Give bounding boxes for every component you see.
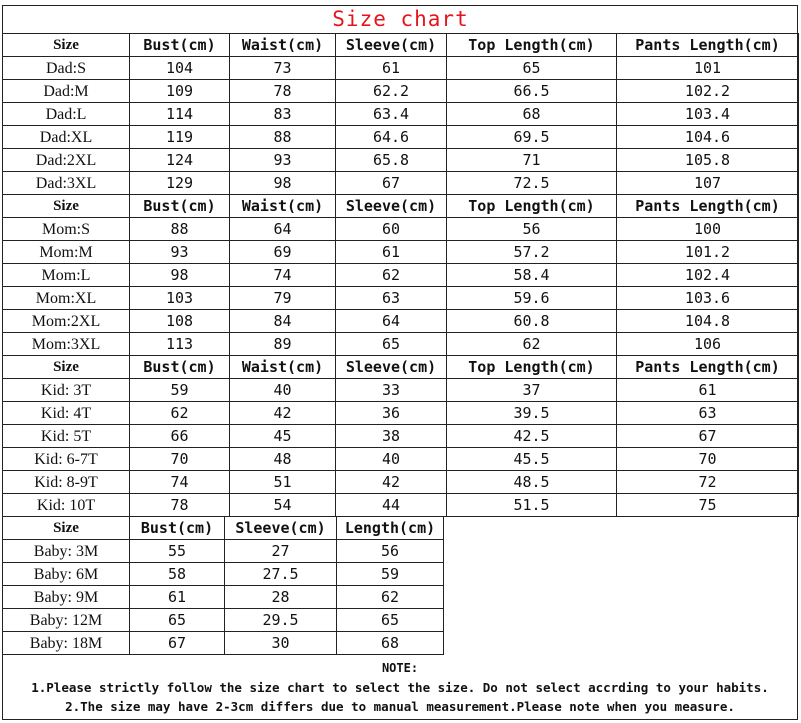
measurement-cell: 62 bbox=[447, 333, 617, 356]
table-row bbox=[3, 609, 444, 632]
size-label: Baby: 6M bbox=[3, 563, 130, 586]
measurement-cell: 30 bbox=[225, 632, 337, 655]
measurement-cell: 66 bbox=[130, 425, 230, 448]
table-row bbox=[3, 241, 799, 264]
measurement-cell: 88 bbox=[230, 126, 336, 149]
measurement-cell: 106 bbox=[617, 333, 799, 356]
measurement-cell: 55 bbox=[130, 540, 225, 563]
table-row bbox=[3, 563, 444, 586]
column-header: Bust(cm) bbox=[130, 34, 230, 57]
column-header: Sleeve(cm) bbox=[336, 34, 447, 57]
table-row bbox=[3, 402, 799, 425]
measurement-cell: 61 bbox=[336, 241, 447, 264]
measurement-cell: 61 bbox=[617, 379, 799, 402]
column-header: Top Length(cm) bbox=[447, 356, 617, 379]
measurement-cell: 42.5 bbox=[447, 425, 617, 448]
measurement-cell: 39.5 bbox=[447, 402, 617, 425]
table-row bbox=[3, 310, 799, 333]
main-size-table bbox=[2, 33, 799, 517]
size-label: Mom:S bbox=[3, 218, 130, 241]
chart-title: Size chart bbox=[332, 7, 469, 31]
measurement-cell: 69.5 bbox=[447, 126, 617, 149]
size-label: Kid: 6-7T bbox=[3, 448, 130, 471]
measurement-cell: 63.4 bbox=[336, 103, 447, 126]
measurement-cell: 64.6 bbox=[336, 126, 447, 149]
measurement-cell: 98 bbox=[230, 172, 336, 195]
table-row bbox=[3, 586, 444, 609]
measurement-cell: 68 bbox=[337, 632, 444, 655]
column-header: Top Length(cm) bbox=[447, 195, 617, 218]
size-label: Dad:3XL bbox=[3, 172, 130, 195]
column-header: Sleeve(cm) bbox=[225, 517, 337, 540]
size-label: Mom:L bbox=[3, 264, 130, 287]
measurement-cell: 129 bbox=[130, 172, 230, 195]
measurement-cell: 57.2 bbox=[447, 241, 617, 264]
measurement-cell: 108 bbox=[130, 310, 230, 333]
measurement-cell: 65 bbox=[130, 609, 225, 632]
measurement-cell: 62 bbox=[130, 402, 230, 425]
measurement-cell: 75 bbox=[617, 494, 799, 517]
measurement-cell: 28 bbox=[225, 586, 337, 609]
measurement-cell: 58 bbox=[130, 563, 225, 586]
table-row bbox=[3, 57, 799, 80]
table-row bbox=[3, 172, 799, 195]
baby-size-table bbox=[2, 516, 444, 655]
size-label: Kid: 5T bbox=[3, 425, 130, 448]
size-label: Kid: 10T bbox=[3, 494, 130, 517]
table-row bbox=[3, 471, 799, 494]
measurement-cell: 89 bbox=[230, 333, 336, 356]
measurement-cell: 62 bbox=[336, 264, 447, 287]
table-row bbox=[3, 218, 799, 241]
measurement-cell: 63 bbox=[617, 402, 799, 425]
table-row bbox=[3, 103, 799, 126]
measurement-cell: 51 bbox=[230, 471, 336, 494]
measurement-cell: 65 bbox=[336, 333, 447, 356]
column-header: Bust(cm) bbox=[130, 517, 225, 540]
column-header: Bust(cm) bbox=[130, 195, 230, 218]
measurement-cell: 29.5 bbox=[225, 609, 337, 632]
measurement-cell: 62.2 bbox=[336, 80, 447, 103]
table-row bbox=[3, 379, 799, 402]
column-header: Size bbox=[3, 356, 130, 379]
measurement-cell: 101.2 bbox=[617, 241, 799, 264]
measurement-cell: 66.5 bbox=[447, 80, 617, 103]
measurement-cell: 45.5 bbox=[447, 448, 617, 471]
measurement-cell: 107 bbox=[617, 172, 799, 195]
measurement-cell: 72.5 bbox=[447, 172, 617, 195]
measurement-cell: 113 bbox=[130, 333, 230, 356]
measurement-cell: 60 bbox=[336, 218, 447, 241]
table-row bbox=[3, 80, 799, 103]
measurement-cell: 72 bbox=[617, 471, 799, 494]
measurement-cell: 42 bbox=[230, 402, 336, 425]
table-row bbox=[3, 425, 799, 448]
size-label: Mom:3XL bbox=[3, 333, 130, 356]
measurement-cell: 93 bbox=[230, 149, 336, 172]
measurement-cell: 114 bbox=[130, 103, 230, 126]
table-row bbox=[3, 264, 799, 287]
measurement-cell: 119 bbox=[130, 126, 230, 149]
table-row bbox=[3, 494, 799, 517]
measurement-cell: 63 bbox=[336, 287, 447, 310]
measurement-cell: 40 bbox=[230, 379, 336, 402]
measurement-cell: 104 bbox=[130, 57, 230, 80]
column-header: Top Length(cm) bbox=[447, 34, 617, 57]
table-row bbox=[3, 149, 799, 172]
size-label: Dad:L bbox=[3, 103, 130, 126]
column-header: Pants Length(cm) bbox=[617, 34, 799, 57]
measurement-cell: 58.4 bbox=[447, 264, 617, 287]
size-label: Baby: 3M bbox=[3, 540, 130, 563]
table-row bbox=[3, 333, 799, 356]
size-label: Dad:XL bbox=[3, 126, 130, 149]
mom-header-row bbox=[3, 195, 799, 218]
note-heading: NOTE: bbox=[381, 661, 419, 675]
measurement-cell: 40 bbox=[336, 448, 447, 471]
note-line-1: 1.Please strictly follow the size chart to select the size. Do not select accrding to your habits. bbox=[31, 680, 769, 695]
measurement-cell: 103 bbox=[130, 287, 230, 310]
measurement-cell: 36 bbox=[336, 402, 447, 425]
measurement-cell: 70 bbox=[617, 448, 799, 471]
measurement-cell: 42 bbox=[336, 471, 447, 494]
measurement-cell: 61 bbox=[130, 586, 225, 609]
measurement-cell: 67 bbox=[130, 632, 225, 655]
size-label: Mom:M bbox=[3, 241, 130, 264]
measurement-cell: 101 bbox=[617, 57, 799, 80]
size-label: Dad:2XL bbox=[3, 149, 130, 172]
measurement-cell: 69 bbox=[230, 241, 336, 264]
size-label: Baby: 12M bbox=[3, 609, 130, 632]
table-row bbox=[3, 126, 799, 149]
measurement-cell: 102.2 bbox=[617, 80, 799, 103]
measurement-cell: 78 bbox=[130, 494, 230, 517]
measurement-cell: 60.8 bbox=[447, 310, 617, 333]
measurement-cell: 56 bbox=[447, 218, 617, 241]
measurement-cell: 64 bbox=[230, 218, 336, 241]
baby-header-row bbox=[3, 517, 444, 540]
measurement-cell: 48.5 bbox=[447, 471, 617, 494]
measurement-cell: 56 bbox=[337, 540, 444, 563]
measurement-cell: 51.5 bbox=[447, 494, 617, 517]
size-label: Dad:M bbox=[3, 80, 130, 103]
size-label: Kid: 8-9T bbox=[3, 471, 130, 494]
measurement-cell: 48 bbox=[230, 448, 336, 471]
measurement-cell: 78 bbox=[230, 80, 336, 103]
size-label: Baby: 18M bbox=[3, 632, 130, 655]
size-label: Kid: 3T bbox=[3, 379, 130, 402]
measurement-cell: 104.8 bbox=[617, 310, 799, 333]
dad-header-row bbox=[3, 34, 799, 57]
measurement-cell: 65 bbox=[337, 609, 444, 632]
measurement-cell: 74 bbox=[230, 264, 336, 287]
measurement-cell: 61 bbox=[336, 57, 447, 80]
measurement-cell: 67 bbox=[336, 172, 447, 195]
measurement-cell: 45 bbox=[230, 425, 336, 448]
measurement-cell: 65.8 bbox=[336, 149, 447, 172]
measurement-cell: 109 bbox=[130, 80, 230, 103]
measurement-cell: 73 bbox=[230, 57, 336, 80]
note-box bbox=[2, 654, 798, 720]
measurement-cell: 59 bbox=[337, 563, 444, 586]
measurement-cell: 70 bbox=[130, 448, 230, 471]
column-header: Length(cm) bbox=[337, 517, 444, 540]
measurement-cell: 102.4 bbox=[617, 264, 799, 287]
table-row bbox=[3, 540, 444, 563]
measurement-cell: 71 bbox=[447, 149, 617, 172]
measurement-cell: 103.4 bbox=[617, 103, 799, 126]
measurement-cell: 67 bbox=[617, 425, 799, 448]
measurement-cell: 44 bbox=[336, 494, 447, 517]
measurement-cell: 93 bbox=[130, 241, 230, 264]
column-header: Bust(cm) bbox=[130, 356, 230, 379]
measurement-cell: 88 bbox=[130, 218, 230, 241]
measurement-cell: 59.6 bbox=[447, 287, 617, 310]
measurement-cell: 33 bbox=[336, 379, 447, 402]
size-label: Dad:S bbox=[3, 57, 130, 80]
size-label: Mom:2XL bbox=[3, 310, 130, 333]
measurement-cell: 38 bbox=[336, 425, 447, 448]
size-label: Kid: 4T bbox=[3, 402, 130, 425]
column-header: Size bbox=[3, 195, 130, 218]
measurement-cell: 104.6 bbox=[617, 126, 799, 149]
column-header: Sleeve(cm) bbox=[336, 356, 447, 379]
measurement-cell: 79 bbox=[230, 287, 336, 310]
column-header: Pants Length(cm) bbox=[617, 356, 799, 379]
column-header: Waist(cm) bbox=[230, 356, 336, 379]
column-header: Pants Length(cm) bbox=[617, 195, 799, 218]
table-row bbox=[3, 632, 444, 655]
column-header: Size bbox=[3, 517, 130, 540]
measurement-cell: 27 bbox=[225, 540, 337, 563]
measurement-cell: 105.8 bbox=[617, 149, 799, 172]
measurement-cell: 59 bbox=[130, 379, 230, 402]
measurement-cell: 103.6 bbox=[617, 287, 799, 310]
measurement-cell: 74 bbox=[130, 471, 230, 494]
measurement-cell: 124 bbox=[130, 149, 230, 172]
column-header: Sleeve(cm) bbox=[336, 195, 447, 218]
note-line-2: 2.The size may have 2-3cm differs due to manual measurement.Please note when you measure. bbox=[65, 699, 735, 714]
measurement-cell: 54 bbox=[230, 494, 336, 517]
table-row bbox=[3, 448, 799, 471]
measurement-cell: 83 bbox=[230, 103, 336, 126]
size-label: Baby: 9M bbox=[3, 586, 130, 609]
kid-header-row bbox=[3, 356, 799, 379]
measurement-cell: 68 bbox=[447, 103, 617, 126]
measurement-cell: 37 bbox=[447, 379, 617, 402]
column-header: Waist(cm) bbox=[230, 34, 336, 57]
measurement-cell: 27.5 bbox=[225, 563, 337, 586]
table-row bbox=[3, 287, 799, 310]
measurement-cell: 98 bbox=[130, 264, 230, 287]
column-header: Size bbox=[3, 34, 130, 57]
measurement-cell: 84 bbox=[230, 310, 336, 333]
measurement-cell: 100 bbox=[617, 218, 799, 241]
column-header: Waist(cm) bbox=[230, 195, 336, 218]
measurement-cell: 62 bbox=[337, 586, 444, 609]
measurement-cell: 65 bbox=[447, 57, 617, 80]
measurement-cell: 64 bbox=[336, 310, 447, 333]
size-label: Mom:XL bbox=[3, 287, 130, 310]
